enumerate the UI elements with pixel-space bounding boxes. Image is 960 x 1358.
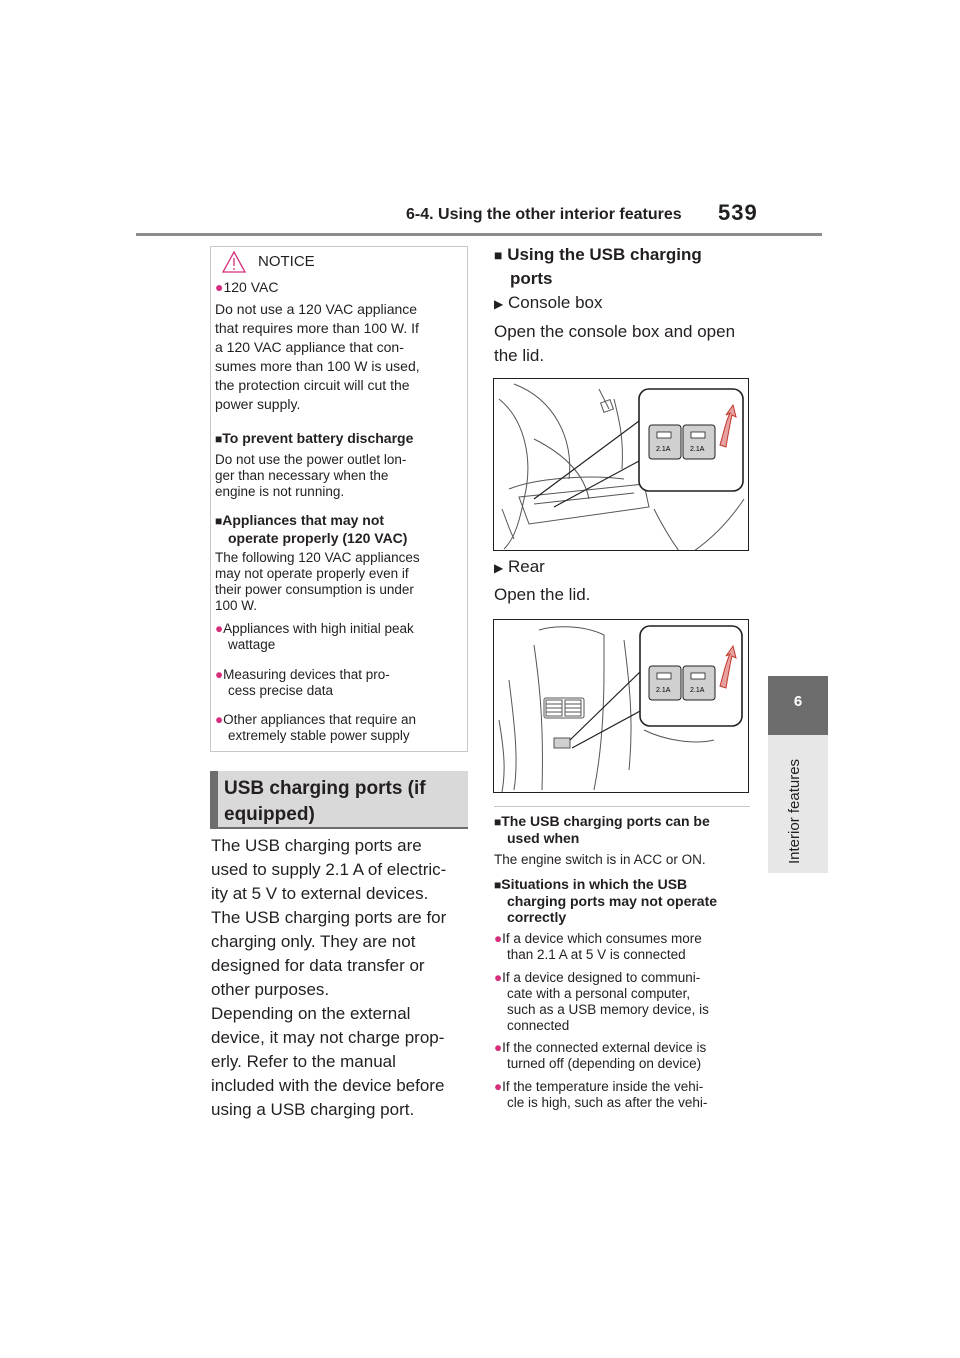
text-line: charging only. They are not	[211, 932, 416, 951]
bullet-icon: ●	[494, 931, 503, 946]
text-line: The following 120 VAC appliances	[215, 550, 420, 565]
text-line: Depending on the external	[211, 1004, 411, 1023]
note2-bullet: ●If a device designed to communi- cate with a personal computer, such as a USB memory device, is connected	[494, 970, 709, 1033]
bullet-icon: ●	[494, 970, 503, 985]
text-line: other purposes.	[211, 980, 330, 999]
note1-text: The engine switch is in ACC or ON.	[494, 852, 706, 867]
chapter-number: 6	[793, 693, 803, 710]
text-line: ity at 5 V to external devices.	[211, 884, 429, 903]
section-body	[211, 834, 471, 1122]
square-bullet-icon: ■	[215, 514, 223, 528]
notice-item-120vac	[215, 278, 278, 297]
console-label: ▶ Console box	[494, 293, 603, 312]
text-line: The USB charging ports are	[211, 836, 422, 855]
text-line: erly. Refer to the manual	[211, 1052, 396, 1071]
text-line: Do not use a 120 VAC appliance	[215, 301, 418, 317]
notice-bullet-item: ●Measuring devices that pro- cess precise data	[215, 667, 390, 698]
rear-drawing	[494, 620, 749, 793]
arrow-bullet-icon: ▶	[494, 297, 504, 311]
text-line: included with the device before	[211, 1076, 445, 1095]
notes-rule	[494, 806, 750, 807]
port-label: 2.1A	[690, 687, 705, 694]
console-box-drawing	[494, 379, 749, 551]
header-section-title: 6-4. Using the other interior features	[406, 206, 682, 223]
arrow-bullet-icon: ▶	[494, 561, 504, 575]
text-line: device, it may not charge prop-	[211, 1028, 445, 1047]
text-line: 100 W.	[215, 598, 258, 613]
notice-title: NOTICE	[258, 253, 315, 270]
text-line: The USB charging ports are for	[211, 908, 447, 927]
bullet-icon: ●	[215, 279, 224, 295]
notice-bullet-item: ●Appliances with high initial peak wattage	[215, 621, 414, 652]
bullet-icon: ●	[494, 1040, 503, 1055]
text-line: a 120 VAC appliance that con-	[215, 339, 404, 355]
section-rule	[210, 827, 468, 829]
text-line: may not operate properly even if	[215, 566, 409, 581]
square-bullet-icon: ■	[494, 878, 502, 892]
notice-item-text	[215, 300, 465, 414]
warning-triangle-icon	[222, 251, 246, 273]
port-label: 2.1A	[690, 446, 705, 453]
bullet-icon: ●	[215, 712, 224, 727]
console-box-illustration	[493, 378, 749, 551]
text-line: Do not use the power outlet lon-	[215, 452, 407, 467]
subheading-text: Appliances that may not	[222, 512, 385, 528]
heading-line: USB charging ports (if	[224, 778, 426, 799]
section-heading	[224, 776, 426, 828]
chapter-label: Interior features	[786, 758, 803, 864]
notice-subheading-appliances	[215, 512, 407, 547]
text-line: sumes more than 100 W is used,	[215, 358, 420, 374]
heading-line: equipped)	[224, 804, 315, 825]
right-heading: ■ Using the USB charging ports	[494, 245, 702, 288]
bullet-icon: ●	[215, 667, 224, 682]
bullet-icon: ●	[215, 621, 224, 636]
text-line: using a USB charging port.	[211, 1100, 415, 1119]
text-line: designed for data transfer or	[211, 956, 425, 975]
text-line: the protection circuit will cut the	[215, 377, 410, 393]
notice-bullet-item: ●Other appliances that require an extremely stable power supply	[215, 712, 417, 743]
port-label: 2.1A	[656, 446, 671, 453]
text-line: ger than necessary when the	[215, 468, 389, 483]
square-bullet-icon: ■	[215, 432, 223, 446]
square-bullet-icon: ■	[494, 247, 503, 263]
text-line: power supply.	[215, 396, 301, 412]
notice-subheading-battery	[215, 429, 413, 449]
rear-text: Open the lid.	[494, 585, 591, 604]
text-line: used to supply 2.1 A of electric-	[211, 860, 447, 879]
section-heading-bar	[210, 771, 218, 827]
subheading-text: operate properly (120 VAC)	[228, 530, 408, 546]
text-line: their power consumption is under	[215, 582, 414, 597]
port-label: 2.1A	[656, 687, 671, 694]
subheading-text: To prevent battery discharge	[222, 430, 414, 446]
square-bullet-icon: ■	[494, 815, 502, 829]
console-text: Open the console box and open the lid.	[494, 322, 736, 365]
note2-heading: ■Situations in which the USB charging ports may not operate correctly	[494, 876, 718, 925]
text-line: engine is not running.	[215, 484, 345, 499]
notice-sub2-text	[215, 550, 467, 614]
bullet-icon: ●	[494, 1079, 503, 1094]
notice-item-label: 120 VAC	[223, 279, 279, 295]
page-number: 539	[718, 200, 758, 225]
note1-heading: ■The USB charging ports can be used when	[494, 813, 710, 846]
note2-bullet: ●If the connected external device is turned off (depending on device)	[494, 1040, 707, 1071]
note2-bullet: ●If a device which consumes more than 2.1 A at 5 V is connected	[494, 931, 702, 962]
rear-illustration	[493, 619, 749, 793]
notice-sub1-text	[215, 452, 465, 500]
text-line: that requires more than 100 W. If	[215, 320, 419, 336]
header-rule	[136, 233, 822, 236]
rear-label: ▶ Rear	[494, 557, 545, 576]
note2-bullet: ●If the temperature inside the vehi- cle is high, such as after the vehi-	[494, 1079, 708, 1110]
